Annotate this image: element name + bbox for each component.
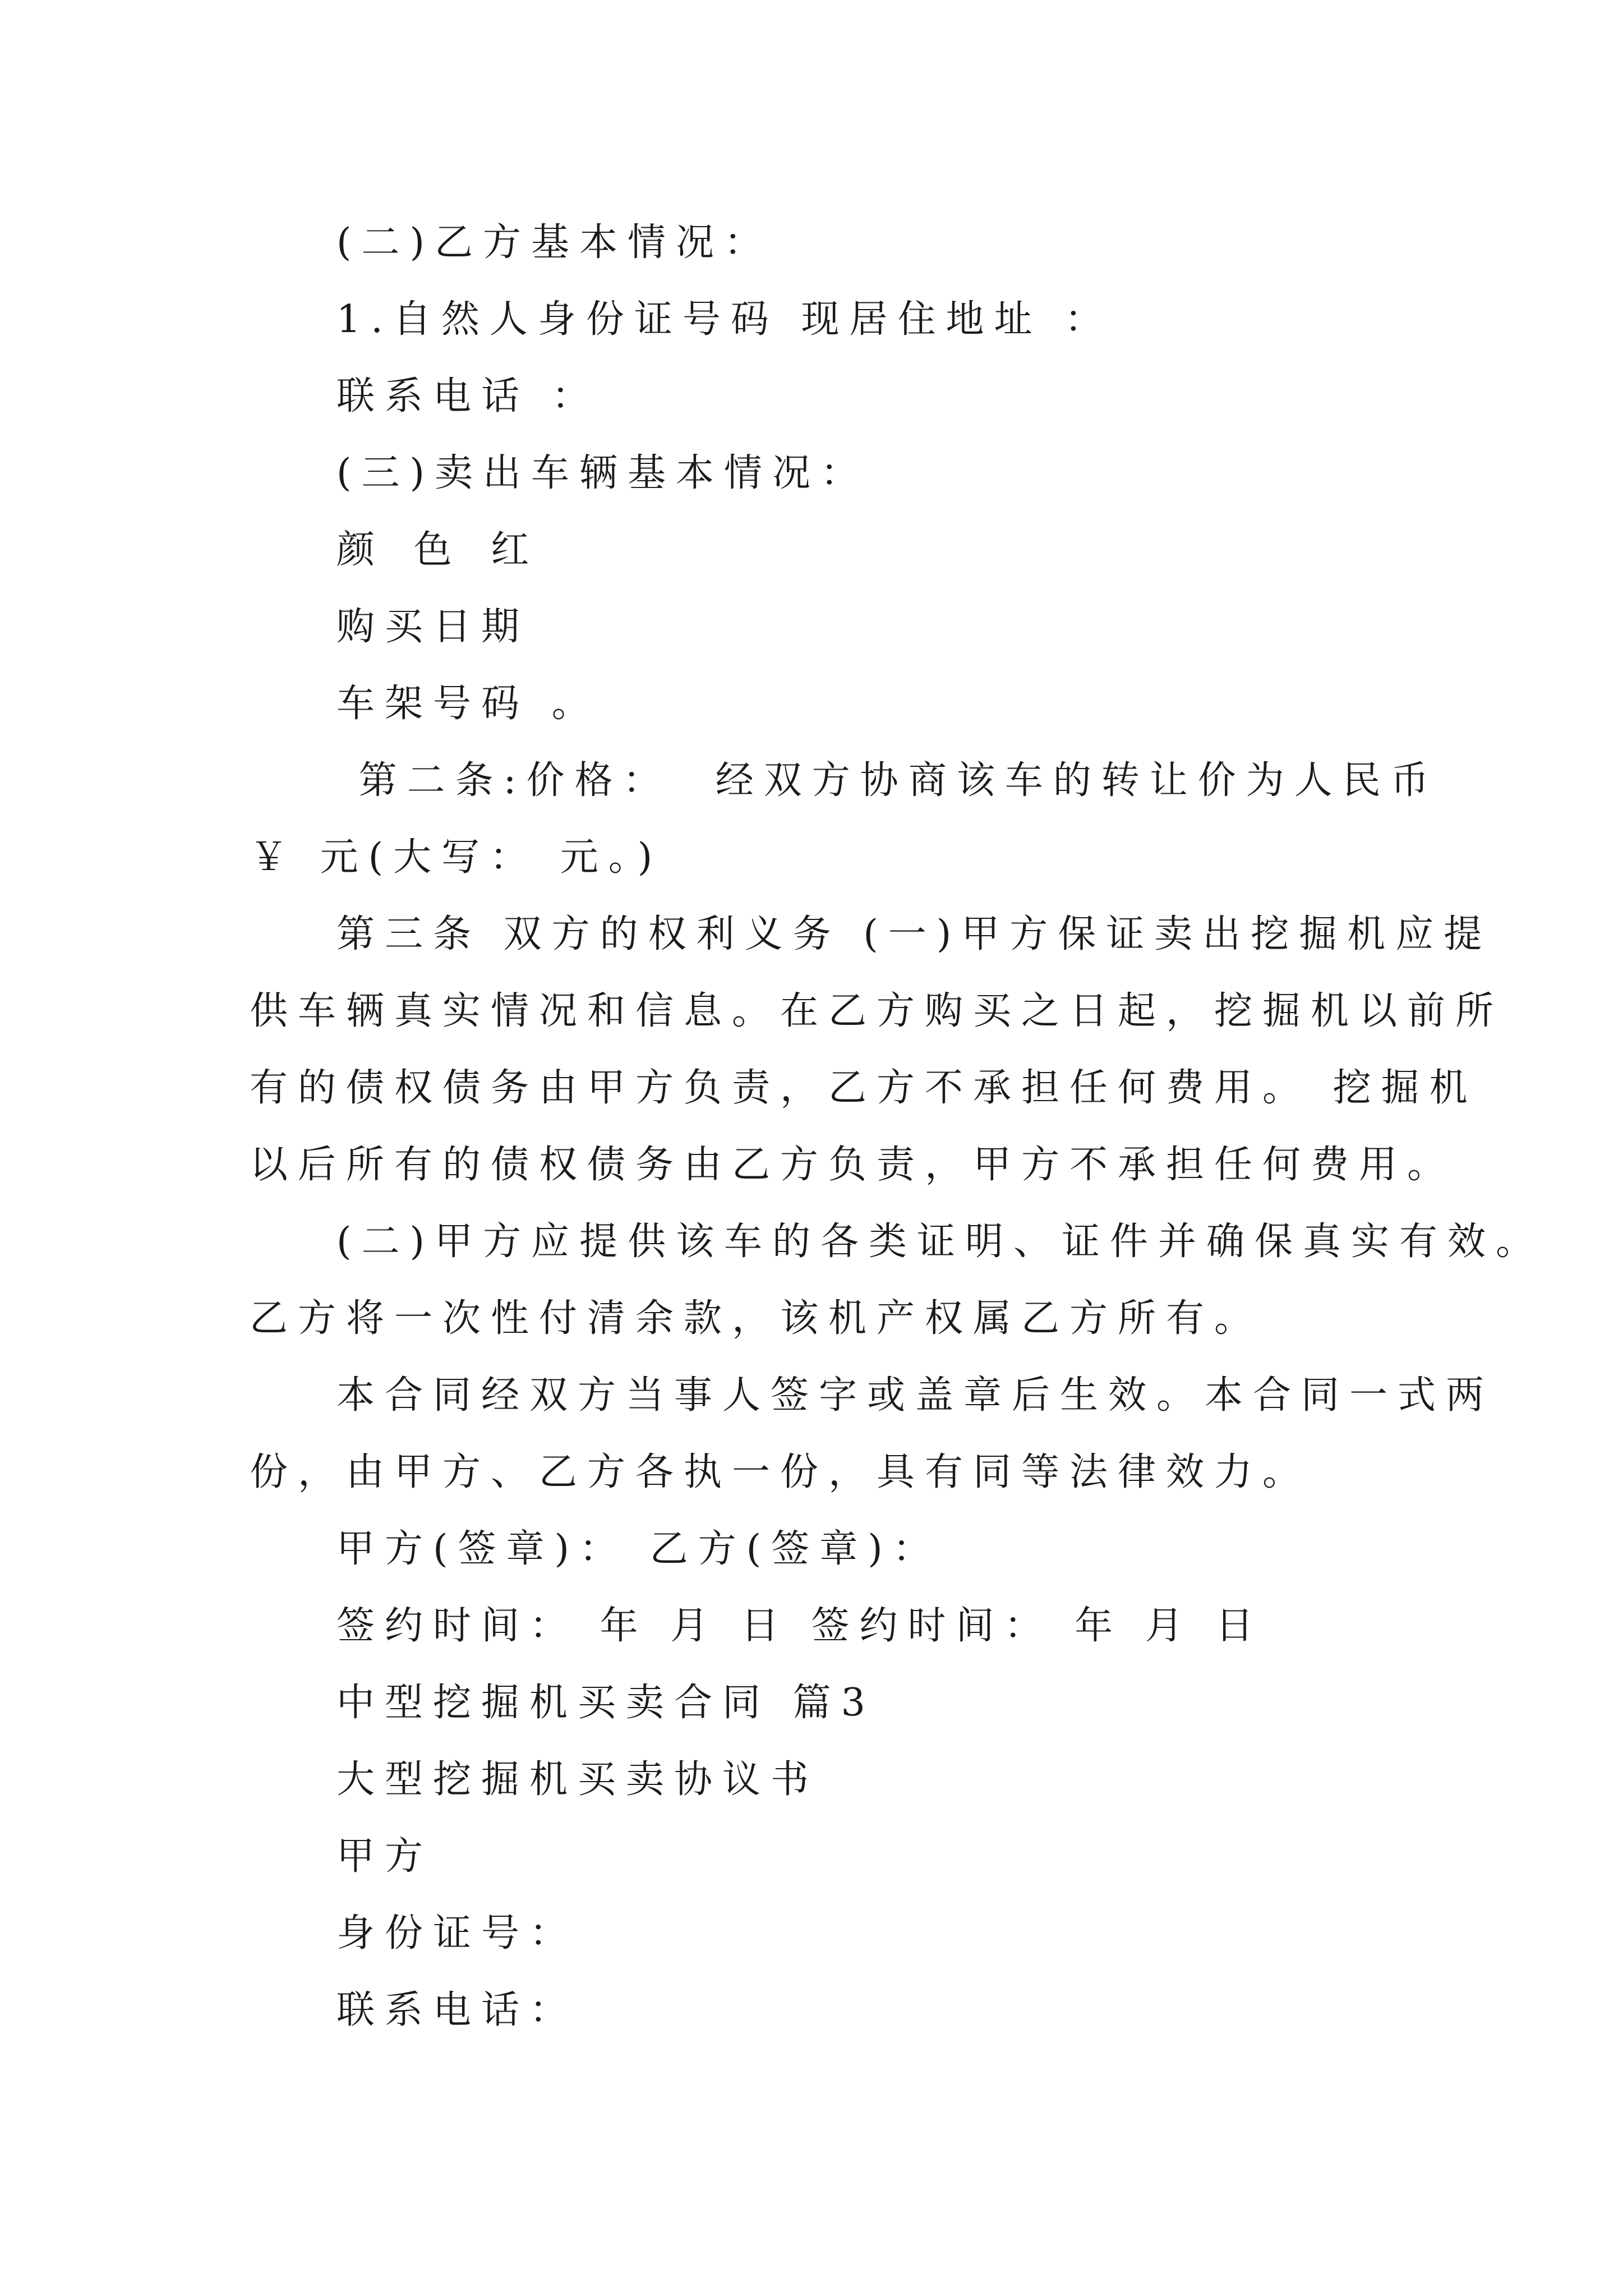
article-3-line-4: 以后所有的债权债务由乙方负责，甲方不承担任何费用。 (250, 1143, 1456, 1187)
heading-party-b-info: (二)乙方基本情况： (336, 220, 773, 265)
party-a-label: 甲方 (336, 1834, 434, 1879)
signature-line: 甲方(签章)： 乙方(签章)： (336, 1527, 941, 1571)
article-2-price-amount: ￥ 元(大写： 元。) (250, 835, 663, 880)
party-a-phone: 联系电话： (336, 1988, 578, 2032)
vehicle-color: 颜 色 红 (336, 528, 543, 572)
clause-2-line-2: 乙方将一次性付清余款，该机产权属乙方所有。 (250, 1296, 1263, 1341)
clause-2-line-1: (二)甲方应提供该车的各类证明、证件并确保真实有效。 (336, 1220, 1544, 1264)
agreement-title: 大型挖掘机买卖协议书 (336, 1757, 819, 1802)
effectiveness-line-2: 份，由甲方、乙方各执一份，具有同等法律效力。 (250, 1450, 1311, 1494)
vehicle-frame-number: 车架号码 。 (336, 682, 600, 726)
vehicle-purchase-date: 购买日期 (336, 605, 530, 649)
party-b-id-address: 1.自然人身份证号码 现居住地址 ： (336, 297, 1113, 342)
party-a-id-number: 身份证号： (336, 1911, 578, 1955)
article-2-price: 第二条:价格： 经双方协商该车的转让价为人民币 (336, 758, 1439, 803)
article-3-line-3: 有的债权债务由甲方负责，乙方不承担任何费用。 挖掘机 (250, 1066, 1478, 1110)
article-3-line-1: 第三条 双方的权利义务 (一)甲方保证卖出挖掘机应提 (336, 912, 1492, 956)
effectiveness-line-1: 本合同经双方当事人签字或盖章后生效。本合同一式两 (336, 1373, 1495, 1418)
signing-date-line: 签约时间： 年 月 日 签约时间： 年 月 日 (336, 1604, 1264, 1648)
section-title-part-3: 中型挖掘机买卖合同 篇3 (336, 1681, 875, 1725)
heading-vehicle-info: (三)卖出车辆基本情况： (336, 451, 869, 495)
party-b-phone: 联系电话 ： (336, 374, 600, 418)
article-3-line-2: 供车辆真实情况和信息。在乙方购买之日起，挖掘机以前所 (250, 989, 1504, 1033)
